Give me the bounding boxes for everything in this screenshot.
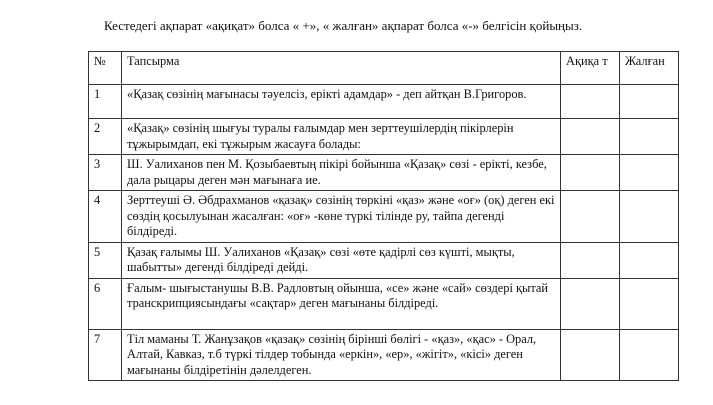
task-cell [122,278,561,329]
row-number: 3 [89,155,122,191]
false-answer-cell[interactable] [620,119,679,155]
table-header-row [89,52,679,85]
false-answer-cell[interactable] [620,85,679,119]
table-row [89,155,679,191]
task-text: Зерттеуші Ә. Әбдрахманов «қазақ» сөзінің төркіні «қаз» және «оғ» (оқ) деген екі сөздің қосылуынан жасалған: «оғ» -көне түркі тілінде ру, тайпа дегенді білдіреді. [127,193,555,238]
task-cell [122,119,561,155]
row-number: 1 [89,85,122,119]
task-cell [122,191,561,243]
false-answer-cell[interactable] [620,329,679,381]
task-text: Ш. Уалиханов пен М. Қозыбаевтың пікірі бойынша «Қазақ» сөзі - ерікті, кезбе, дала рыцары деген мән мағынаға ие. [127,157,547,187]
task-cell [122,155,561,191]
header-number: № [89,52,122,85]
task-cell [122,85,561,119]
task-cell [122,242,561,278]
false-answer-cell[interactable] [620,155,679,191]
table-row [89,278,679,329]
true-answer-cell[interactable] [561,155,620,191]
true-answer-cell[interactable] [561,242,620,278]
true-answer-cell[interactable] [561,85,620,119]
table-row [89,119,679,155]
header-false: Жалған [620,52,679,85]
row-number: 6 [89,278,122,329]
table-row [89,85,679,119]
row-number: 7 [89,329,122,381]
task-text: «Қазақ» сөзінің шығуы туралы ғалымдар мен зерттеушілердің пікірлерін тұжырымдап, екі тұжырым жасауға болады: [127,121,514,151]
task-text: Тіл маманы Т. Жанұзақов «қазақ» сөзінің бірінші бөлігі - «қаз», «қас» - Орал, Алтай, Кавказ, т.б түркі тілдер тобында «еркін», «ер», «жігіт», «кісі» деген мағынаны білдіретінін дәлелдеген. [127,331,537,377]
row-number: 5 [89,242,122,278]
task-table [88,51,679,381]
row-number: 2 [89,119,122,155]
instruction-text: Кестедегі ақпарат «ақиқат» болса « +», « жалған» ақпарат болса «-» белгісін қойыңыз. [104,18,583,33]
header-true: Ақиқа т [561,52,620,85]
header-task: Тапсырма [122,52,561,85]
task-text: Қазақ ғалымы Ш. Уалиханов «Қазақ» сөзі «өте қадірлі сөз күшті, мықты, шабытты» дегенді білдіреді дейді. [127,244,515,274]
task-cell [122,329,561,381]
task-text: «Қазақ сөзінің мағынасы тәуелсіз, ерікті адамдар» - деп айтқан В.Григоров. [127,87,527,101]
table-row [89,191,679,243]
true-answer-cell[interactable] [561,278,620,329]
table-row [89,242,679,278]
true-answer-cell[interactable] [561,329,620,381]
true-answer-cell[interactable] [561,191,620,243]
task-text: Ғалым- шығыстанушы В.В. Радловтың ойынша, «се» және «сай» сөздері қытай транскрипциясындағы «сақтар» деген мағынаны білдіреді. [127,280,549,310]
table-row [89,329,679,381]
false-answer-cell[interactable] [620,242,679,278]
false-answer-cell[interactable] [620,191,679,243]
row-number: 4 [89,191,122,243]
true-answer-cell[interactable] [561,119,620,155]
false-answer-cell[interactable] [620,278,679,329]
